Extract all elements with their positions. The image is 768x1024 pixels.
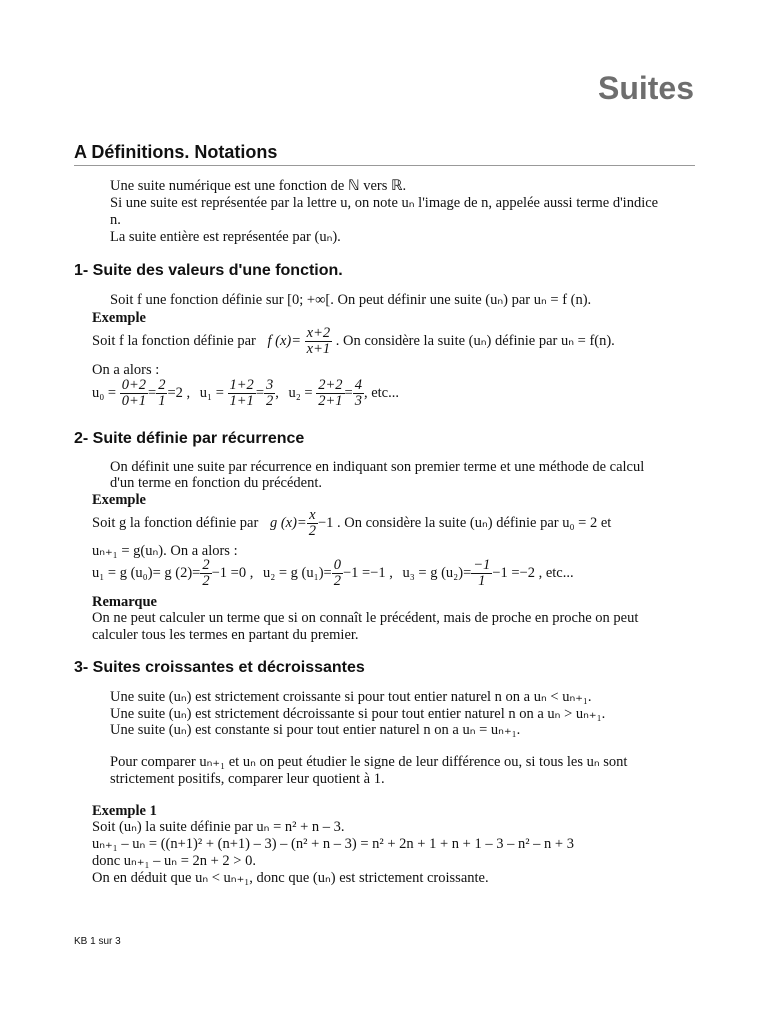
u2-den-2: 3 — [354, 393, 362, 409]
sub1-fraction — [305, 326, 332, 357]
r1-result: −1 =0 , — [211, 564, 254, 581]
sub1-line-a: Soit f la fonction définie par — [92, 332, 256, 349]
sub2-function-line — [92, 508, 611, 539]
sub3-exemple1-label: Exemple 1 — [92, 803, 157, 819]
naturals-symbol: ℕ — [347, 178, 360, 194]
u0-result: =2 , — [167, 384, 191, 401]
sub2-frac-num: x — [307, 508, 318, 524]
u0-fraction — [120, 378, 148, 409]
sub1-definition: Soit f une fonction définie sur [0; +∞[. On peut définir une suite (uₙ) par uₙ = f (n). — [110, 292, 592, 308]
u2-num-2: 4 — [354, 377, 362, 393]
sub1-values-line — [92, 378, 399, 409]
r1-num: 2 — [202, 557, 210, 573]
subsection-2-title: 2- Suite définie par récurrence — [74, 430, 305, 447]
u2-label: u₂ = — [288, 384, 313, 401]
page-title: Suites — [597, 70, 694, 106]
sub2-frac-den: 2 — [308, 523, 316, 539]
sub1-exemple-label: Exemple — [92, 310, 146, 326]
u0-num: 0+2 — [121, 377, 147, 393]
intro-line-2: Si une suite est représentée par la lettre u, on note uₙ l'image de n, appelée aussi terme d'indice — [110, 195, 659, 211]
sub2-line-c: uₙ₊₁ = g(uₙ). On a alors : — [92, 543, 238, 559]
sub3-line-3: Une suite (uₙ) est constante si pour tout entier naturel n on a uₙ = uₙ₊₁. — [110, 722, 521, 738]
sub1-fx: f (x)= — [267, 332, 302, 349]
sub1-line-b: . On considère la suite (uₙ) définie par uₙ = f(n). — [335, 332, 615, 349]
intro-line-3: n. — [110, 212, 121, 228]
intro-text-c: . — [402, 178, 407, 194]
u2-fraction-2 — [353, 378, 364, 409]
sub2-remarque-2: calculer tous les termes en partant du premier. — [92, 627, 359, 643]
r3-den: 1 — [478, 573, 486, 589]
sub3-line-4: Pour comparer uₙ₊₁ et uₙ on peut étudier le signe de leur différence ou, si tous les uₙ sont — [110, 754, 628, 770]
u2-num: 2+2 — [318, 377, 343, 393]
u2-den: 2+1 — [318, 393, 343, 409]
intro-line-1 — [110, 178, 700, 195]
sub3-line-5: strictement positifs, comparer leur quotient à 1. — [110, 771, 385, 787]
r2-den: 2 — [333, 573, 341, 589]
section-heading-definitions: A Définitions. Notations — [74, 142, 695, 166]
sub2-remarque-1: On ne peut calculer un terme que si on connaît le précédent, mais de proche en proche on peut — [92, 610, 639, 626]
sub2-fraction — [307, 508, 318, 539]
r3-num: −1 — [473, 557, 491, 573]
sub2-text-1: On définit une suite par récurrence en indiquant son premier terme et une méthode de calcul — [110, 459, 645, 475]
sub1-frac-num: x+2 — [306, 325, 331, 341]
u1-den: 1+1 — [229, 393, 254, 409]
sub2-gtail: −1 — [317, 514, 334, 531]
r1-fraction — [200, 558, 211, 589]
u0-eq: = — [148, 384, 157, 401]
u1-label: u₁ = — [199, 384, 224, 401]
sub2-line-a: Soit g la fonction définie par — [92, 514, 259, 531]
sub3-line-2: Une suite (uₙ) est strictement décroissante si pour tout entier naturel n on a uₙ > uₙ₊₁. — [110, 706, 606, 722]
u2-fraction — [316, 378, 344, 409]
subsection-3-title: 3- Suites croissantes et décroissantes — [74, 659, 365, 676]
u0-fraction-2 — [156, 378, 167, 409]
u2-eq: = — [344, 384, 353, 401]
u0-den-2: 1 — [158, 393, 166, 409]
r3-fraction — [471, 558, 492, 589]
r1-label: u₁ = g (u₀)= g (2)= — [92, 564, 201, 581]
sub3-line-1: Une suite (uₙ) est strictement croissante si pour tout entier naturel n on a uₙ < uₙ₊₁. — [110, 689, 592, 705]
sub1-on-a-alors: On a alors : — [92, 362, 160, 378]
sub3-ex-line-2: uₙ₊₁ – uₙ = ((n+1)² + (n+1) – 3) – (n² + n – 3) = n² + 2n + 1 + n + 1 – 3 – n² – n + 3 — [92, 836, 574, 852]
u1-fraction-2 — [264, 378, 275, 409]
u1-num: 1+2 — [229, 377, 254, 393]
reals-symbol: ℝ — [391, 178, 403, 194]
intro-line-4: La suite entière est représentée par (uₙ). — [110, 229, 341, 245]
r3-label: u₃ = g (u₂)= — [402, 564, 472, 581]
sub2-remarque-label: Remarque — [92, 594, 157, 610]
sub3-ex-line-3: donc uₙ₊₁ – uₙ = 2n + 2 > 0. — [92, 853, 256, 869]
sub2-values-line — [92, 558, 574, 589]
u1-num-2: 3 — [266, 377, 274, 393]
u1-eq: = — [255, 384, 264, 401]
r1-den: 2 — [202, 573, 210, 589]
sub1-function-line — [92, 326, 615, 357]
r3-result: −1 =−2 , etc... — [492, 564, 574, 581]
page-footer: KB 1 sur 3 — [74, 936, 121, 947]
intro-text-a: Une suite numérique est une fonction de — [110, 178, 348, 194]
sub2-line-b: . On considère la suite (uₙ) définie par u₀ = 2 et — [337, 514, 612, 531]
sub2-text-2: d'un terme en fonction du précédent. — [110, 475, 322, 491]
intro-text-b: vers — [359, 178, 392, 194]
sub2-exemple-label: Exemple — [92, 492, 146, 508]
u0-num-2: 2 — [158, 377, 166, 393]
u0-den: 0+1 — [121, 393, 147, 409]
subsection-1-title: 1- Suite des valeurs d'une fonction. — [74, 262, 343, 279]
sub2-gx: g (x)= — [269, 514, 307, 531]
u1-result: , — [275, 384, 279, 401]
r2-label: u₂ = g (u₁)= — [262, 564, 332, 581]
sub1-frac-den: x+1 — [306, 341, 331, 357]
r2-num: 0 — [333, 557, 341, 573]
r2-fraction — [332, 558, 343, 589]
u1-den-2: 2 — [266, 393, 274, 409]
u1-fraction — [228, 378, 256, 409]
sub3-ex-line-1: Soit (uₙ) la suite définie par uₙ = n² + n – 3. — [92, 819, 345, 835]
r2-result: −1 =−1 , — [342, 564, 393, 581]
u0-label: u₀ = — [92, 384, 117, 401]
sub3-ex-line-4: On en déduit que uₙ < uₙ₊₁, donc que (uₙ) est strictement croissante. — [92, 870, 489, 886]
u2-result: , etc... — [363, 384, 399, 401]
